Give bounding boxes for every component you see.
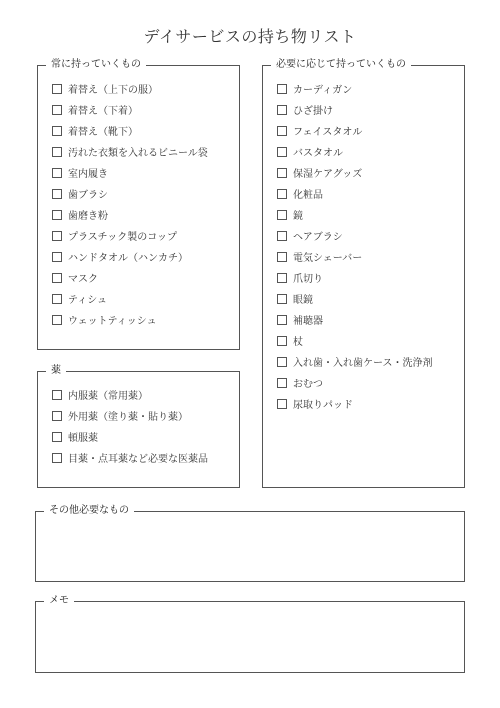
always-section-title: 常に持っていくもの (46, 57, 146, 73)
as-needed-item[interactable] (277, 335, 303, 351)
checkbox[interactable] (277, 147, 287, 157)
checkbox[interactable] (52, 147, 62, 157)
as-needed-item-label: ヘアブラシ (293, 232, 343, 243)
memo-section-title: メモ (44, 593, 74, 609)
checkbox[interactable] (277, 168, 287, 178)
as-needed-item-label: フェイスタオル (293, 127, 363, 138)
as-needed-item-label: 鏡 (293, 211, 303, 222)
as-needed-item-label: 眼鏡 (293, 295, 313, 306)
checkbox[interactable] (52, 231, 62, 241)
as-needed-item[interactable] (277, 377, 323, 393)
always-item[interactable] (52, 230, 177, 246)
checkbox[interactable] (277, 126, 287, 136)
checkbox[interactable] (277, 357, 287, 367)
always-item[interactable] (52, 272, 98, 288)
always-item-label: 汚れた衣類を入れるビニール袋 (68, 148, 208, 159)
always-item[interactable] (52, 314, 157, 330)
as-needed-item-label: バスタオル (293, 148, 343, 159)
checkbox[interactable] (52, 315, 62, 325)
as-needed-item[interactable] (277, 272, 323, 288)
checkbox[interactable] (52, 390, 62, 400)
always-item[interactable] (52, 293, 107, 309)
as-needed-item-label: ひざ掛け (293, 106, 333, 117)
as-needed-item[interactable] (277, 293, 313, 309)
checkbox[interactable] (52, 105, 62, 115)
as-needed-item[interactable] (277, 104, 333, 120)
always-item-label: 着替え（上下の服） (68, 85, 158, 96)
as-needed-item[interactable] (277, 188, 323, 204)
checkbox[interactable] (52, 432, 62, 442)
checkbox[interactable] (52, 453, 62, 463)
as-needed-item-label: 爪切り (293, 274, 323, 285)
medicine-item-label: 外用薬（塗り薬・貼り薬） (68, 412, 188, 423)
checkbox[interactable] (277, 378, 287, 388)
checkbox[interactable] (277, 399, 287, 409)
checkbox[interactable] (277, 189, 287, 199)
checkbox[interactable] (277, 84, 287, 94)
other-section (35, 505, 465, 582)
checkbox[interactable] (277, 105, 287, 115)
checkbox[interactable] (52, 126, 62, 136)
always-item-label: マスク (68, 274, 98, 285)
as-needed-item-label: 保湿ケアグッズ (293, 169, 363, 180)
checkbox[interactable] (52, 168, 62, 178)
as-needed-item-label: カーディガン (293, 85, 353, 96)
as-needed-item-label: 尿取りパッド (293, 400, 353, 411)
medicine-item[interactable] (52, 452, 208, 468)
medicine-section (37, 365, 240, 488)
as-needed-item-label: 杖 (293, 337, 303, 348)
checkbox[interactable] (277, 315, 287, 325)
as-needed-item-label: 補聴器 (293, 316, 323, 327)
checkbox[interactable] (277, 294, 287, 304)
as-needed-section (262, 59, 465, 488)
as-needed-item[interactable] (277, 167, 362, 183)
as-needed-item[interactable] (277, 83, 352, 99)
as-needed-item[interactable] (277, 146, 343, 162)
medicine-item-label: 内服薬（常用薬） (68, 391, 148, 402)
always-item-label: 着替え（靴下） (68, 127, 138, 138)
as-needed-item[interactable] (277, 230, 343, 246)
as-needed-item-label: 入れ歯・入れ歯ケース・洗浄剤 (293, 358, 433, 369)
as-needed-item[interactable] (277, 356, 433, 372)
always-item-label: ハンドタオル（ハンカチ） (68, 253, 188, 264)
checkbox[interactable] (52, 273, 62, 283)
always-item-label: 歯ブラシ (68, 190, 108, 201)
always-item[interactable] (52, 167, 108, 183)
always-item[interactable] (52, 251, 188, 267)
as-needed-item[interactable] (277, 125, 362, 141)
medicine-item[interactable] (52, 389, 148, 405)
medicine-item-label: 頓服薬 (68, 433, 98, 444)
checkbox[interactable] (277, 210, 287, 220)
checkbox[interactable] (277, 231, 287, 241)
checkbox[interactable] (52, 210, 62, 220)
medicine-item[interactable] (52, 431, 98, 447)
always-item[interactable] (52, 125, 138, 141)
checkbox[interactable] (52, 294, 62, 304)
checkbox[interactable] (52, 252, 62, 262)
always-section (37, 59, 240, 350)
memo-section (35, 595, 465, 673)
medicine-section-title: 薬 (46, 363, 66, 379)
as-needed-section-title: 必要に応じて持っていくもの (271, 57, 411, 73)
always-item[interactable] (52, 146, 208, 162)
as-needed-item-label: おむつ (293, 379, 323, 390)
always-item-label: プラスチック製のコップ (68, 232, 177, 243)
always-item[interactable] (52, 104, 138, 120)
as-needed-item[interactable] (277, 209, 303, 225)
always-item-label: 着替え（下着） (68, 106, 138, 117)
checkbox[interactable] (277, 273, 287, 283)
as-needed-item[interactable] (277, 314, 323, 330)
always-item[interactable] (52, 83, 158, 99)
page-title: デイサービスの持ち物リスト (143, 27, 357, 46)
checkbox[interactable] (277, 336, 287, 346)
as-needed-item[interactable] (277, 251, 362, 267)
medicine-item-label: 目薬・点耳薬など必要な医薬品 (68, 454, 208, 465)
checkbox[interactable] (52, 84, 62, 94)
always-item-label: 室内履き (68, 169, 108, 180)
checkbox[interactable] (277, 252, 287, 262)
as-needed-item[interactable] (277, 398, 353, 414)
checkbox[interactable] (52, 411, 62, 421)
other-section-title: その他必要なもの (44, 503, 134, 519)
checkbox[interactable] (52, 189, 62, 199)
always-item[interactable] (52, 209, 108, 225)
medicine-item[interactable] (52, 410, 188, 426)
always-item[interactable] (52, 188, 108, 204)
as-needed-item-label: 化粧品 (293, 190, 323, 201)
always-item-label: ティシュ (68, 295, 107, 306)
always-item-label: 歯磨き粉 (68, 211, 108, 222)
always-item-label: ウェットティッシュ (68, 316, 157, 327)
as-needed-item-label: 電気シェーバー (293, 253, 363, 264)
